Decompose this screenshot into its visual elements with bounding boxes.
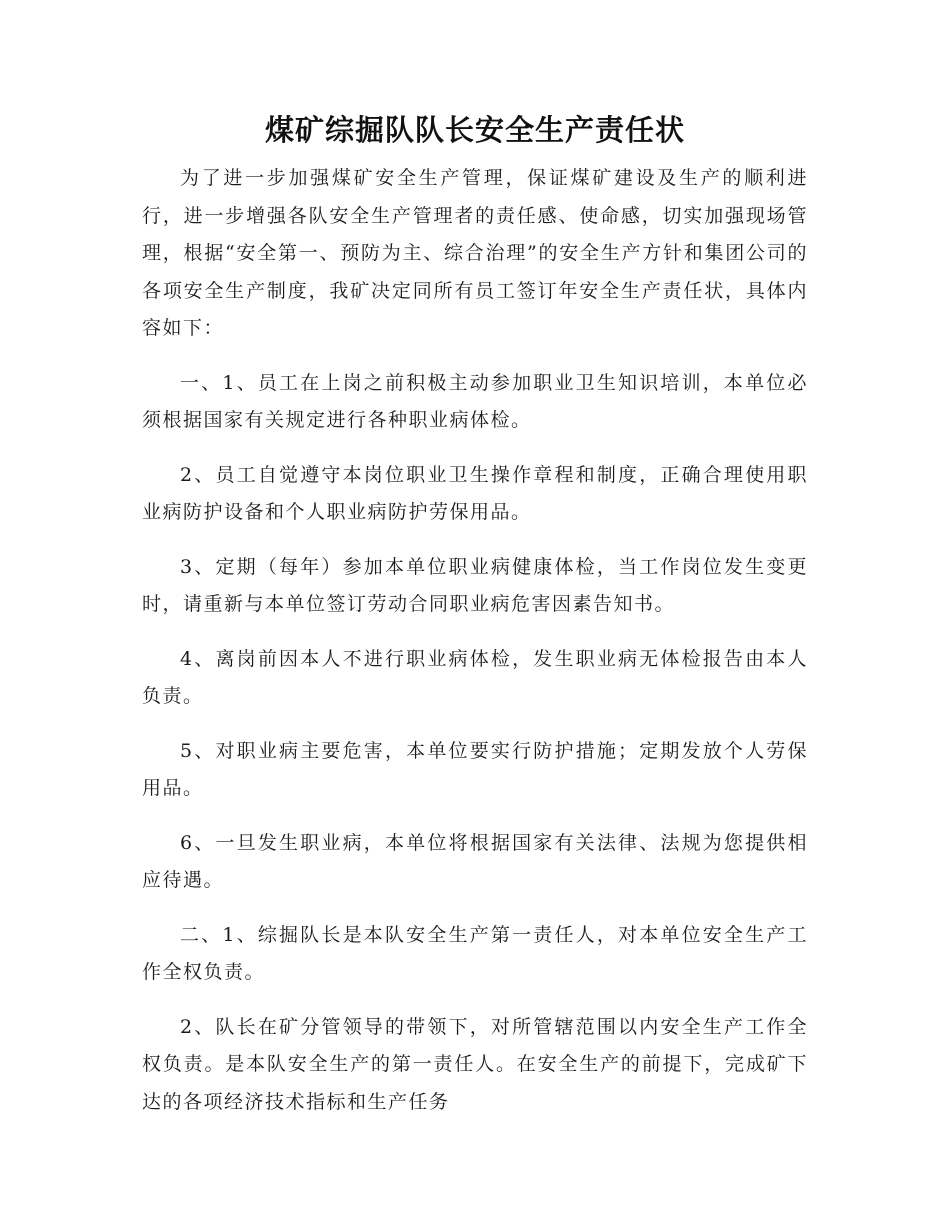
document-title: 煤矿综掘队队长安全生产责任状 bbox=[264, 113, 685, 147]
paragraph-section1-item6: 6、一旦发生职业病，本单位将根据国家有关法律、法规为您提供相应待遇。 bbox=[142, 831, 808, 891]
paragraph-intro: 为了进一步加强煤矿安全生产管理，保证煤矿建设及生产的顺利进行，进一步增强各队安全生产管理者的责任感、使命感，切实加强现场管理，根据“安全第一、预防为主、综合治理”的安全生产方针和集团公司的各项安全生产制度，我矿决定同所有员工签订年安全生产责任状，具体内容如下： bbox=[142, 167, 808, 339]
paragraph-section2-item2: 2、队长在矿分管领导的带领下，对所管辖范围以内安全生产工作全权负责。是本队安全生产的第一责任人。在安全生产的前提下，完成矿下达的各项经济技术指标和生产任务 bbox=[142, 1015, 808, 1113]
paragraph-section1-item3: 3、定期（每年）参加本单位职业病健康体检，当工作岗位发生变更时，请重新与本单位签订劳动合同职业病危害因素告知书。 bbox=[142, 555, 808, 615]
paragraph-section1-item1: 一、1、员工在上岗之前积极主动参加职业卫生知识培训，本单位必须根据国家有关规定进行各种职业病体检。 bbox=[142, 371, 808, 431]
paragraph-section2-item1: 二、1、综掘队长是本队安全生产第一责任人，对本单位安全生产工作全权负责。 bbox=[142, 923, 808, 983]
paragraph-section1-item5: 5、对职业病主要危害，本单位要实行防护措施；定期发放个人劳保用品。 bbox=[142, 739, 808, 799]
document-body bbox=[142, 160, 808, 1138]
paragraph-section1-item2: 2、员工自觉遵守本岗位职业卫生操作章程和制度，正确合理使用职业病防护设备和个人职业病防护劳保用品。 bbox=[142, 463, 808, 523]
paragraph-section1-item4: 4、离岗前因本人不进行职业病体检，发生职业病无体检报告由本人负责。 bbox=[142, 647, 808, 707]
